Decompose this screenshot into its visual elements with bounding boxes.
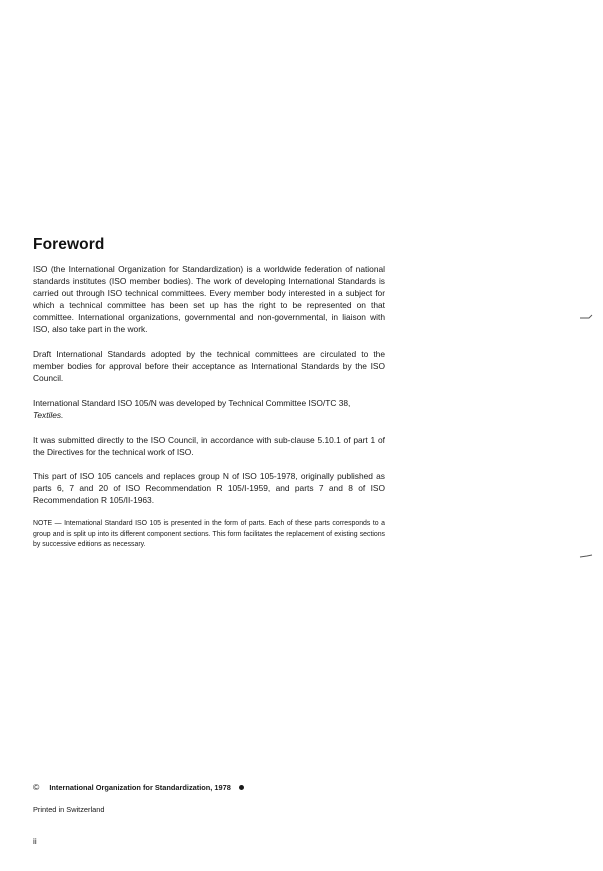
foreword-heading: Foreword (33, 236, 105, 253)
paragraph-iso-federation: ISO (the International Organization for Standardization) is a worldwide federation of national standards institutes (ISO member bodies). The work of developing International Standards is carried out through ISO technical committees. Every member body interested in a subject for which a technical committee has been set up has the right to be represented on that committee. International organizations, governmental and non-governmental, in liaison with ISO, also take part in the work. (33, 264, 385, 335)
development-text: International Standard ISO 105/N was developed by Technical Committee ISO/TC 38, (33, 397, 351, 408)
paragraph-draft-standards: Draft International Standards adopted by the technical committees are circulated to the member bodies for approval before their acceptance as International Standards by the ISO Council. (33, 349, 385, 384)
copyright-symbol: © (33, 782, 40, 792)
foreword-section (33, 236, 385, 551)
copyright-line (33, 782, 244, 792)
committee-title: Textiles. (33, 409, 64, 420)
paragraph-replacement: This part of ISO 105 cancels and replaces group N of ISO 105-1978, originally published as parts 6, 7 and 20 of ISO Recommendation R 105/I-1959, and parts 7 and 8 of ISO Recommendation R 105/II-1963. (33, 471, 385, 506)
note-paragraph: NOTE — International Standard ISO 105 is presented in the form of parts. Each of these parts corresponds to a group and is split up into its different component sections. This form facilitates the replacement of existing sections by successive editions as necessary. (33, 520, 385, 548)
copyright-text: International Organization for Standardization, 1978 (49, 782, 231, 792)
bullet-icon (239, 785, 244, 790)
printed-location: Printed in Switzerland (33, 805, 105, 814)
margin-mark-icon (579, 553, 593, 559)
margin-mark-icon (579, 314, 593, 320)
paragraph-development (33, 397, 385, 421)
page-number: ii (33, 837, 37, 846)
paragraph-submission: It was submitted directly to the ISO Council, in accordance with sub-clause 5.10.1 of part 1 of the Directives for the technical work of ISO. (33, 434, 385, 457)
